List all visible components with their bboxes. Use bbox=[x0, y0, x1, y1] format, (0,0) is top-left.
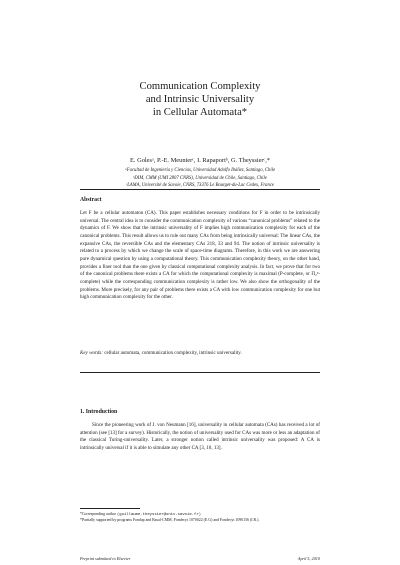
footnote-funding: *Partially supported by programs Fondap and Basal-CMM, Fondecyt 1070022 (E.G) and Fondecyt 1090156 (I.R.). bbox=[80, 518, 260, 522]
abstract-text: Let F be a cellular automaton (CA). This paper establishes necessary conditions for F in order to be intrinsically universal. The central idea is to consider the communication complexity of various “canonical problems” related to the dynamics of F. We show that the intrinsic universality of F implies high communication complexity for each of the canonical problems. This result allows us to rule out many CAs from being intrinsically universal: The linear CAs, the expansive CAs, the reversible CAs and the elementary CAs 218, 33 and 94. The notion of intrinsic universality is related to a process by which we change the scale of space-time diagrams. Therefore, in this work we are answering pure dynamical question by using a computational theory. This communication complexity theory, on the other hand, provides a finer tool than the one given by classical computational complexity analysis. In fact, we prove that for two of the canonical problems there exists a CA for which the computational complexity is maximal (P-complete, or Π₂ᵖ-complete) while the corresponding communication complexity is rather low. We also show the orthogonality of the problems. More precisely, for any pair of problems there exists a CA with low communication complexity for one but high communication complexity for the other. bbox=[80, 210, 320, 301]
title-line-2: and Intrinsic Universality bbox=[145, 94, 255, 105]
footnote-prefix: *Corresponding author bbox=[80, 512, 117, 516]
author-email-link[interactable]: (guillaume.theyssier@univ-savoie.fr) bbox=[116, 513, 202, 517]
abstract-heading: Abstract bbox=[80, 197, 102, 203]
footnote-rule bbox=[80, 508, 140, 509]
affiliation-a: ᵃFacultad de Ingeniería y Ciencias, Universidad Adolfo Ibáñez, Santiago, Chile bbox=[124, 168, 276, 173]
title-line-1: Communication Complexity bbox=[139, 81, 261, 92]
title-line-3: in Cellular Automata* bbox=[152, 107, 248, 118]
footer-date: April 5, 2010 bbox=[297, 556, 320, 561]
affiliation-b: ᵇDIM, CMM (UMI 2807 CNRS), Universidad de Chile, Santiago, Chile bbox=[133, 175, 267, 181]
affiliation-c: ᶜLAMA, Université de Savoie, CNRS, 73376 Le Bourget-du-Lac Cedex, France bbox=[125, 183, 275, 188]
authors: E. Golesᵃ, P.-E. Meunierᶜ, I. Rapaportᵇ, G. Theyssierᶜ,* bbox=[130, 157, 270, 164]
keywords bbox=[80, 350, 320, 358]
keywords-label: Key words: bbox=[80, 350, 103, 356]
keywords-text: cellular automata, communication complexity, intrinsic universality. bbox=[102, 350, 242, 356]
section-heading-introduction: 1. Introduction bbox=[80, 409, 118, 415]
introduction-paragraph: Since the pioneering work of J. von Neumann [16], universality in cellular automata (CAs) has received a lot of attention (see [13] for a survey). Historically, the notion of universality used for CAs was more or less an adaptation of the classical Turing-universality. Later, a stronger notion called intrinsic universality was proposed: A CA is intrinsically universal if it is able to simulate any other CA [3, 10, 13]. bbox=[80, 422, 320, 451]
abstract-bottom-rule bbox=[80, 372, 320, 373]
footer-preprint: Preprint submitted to Elsevier bbox=[80, 556, 131, 561]
abstract-top-rule bbox=[80, 189, 320, 190]
